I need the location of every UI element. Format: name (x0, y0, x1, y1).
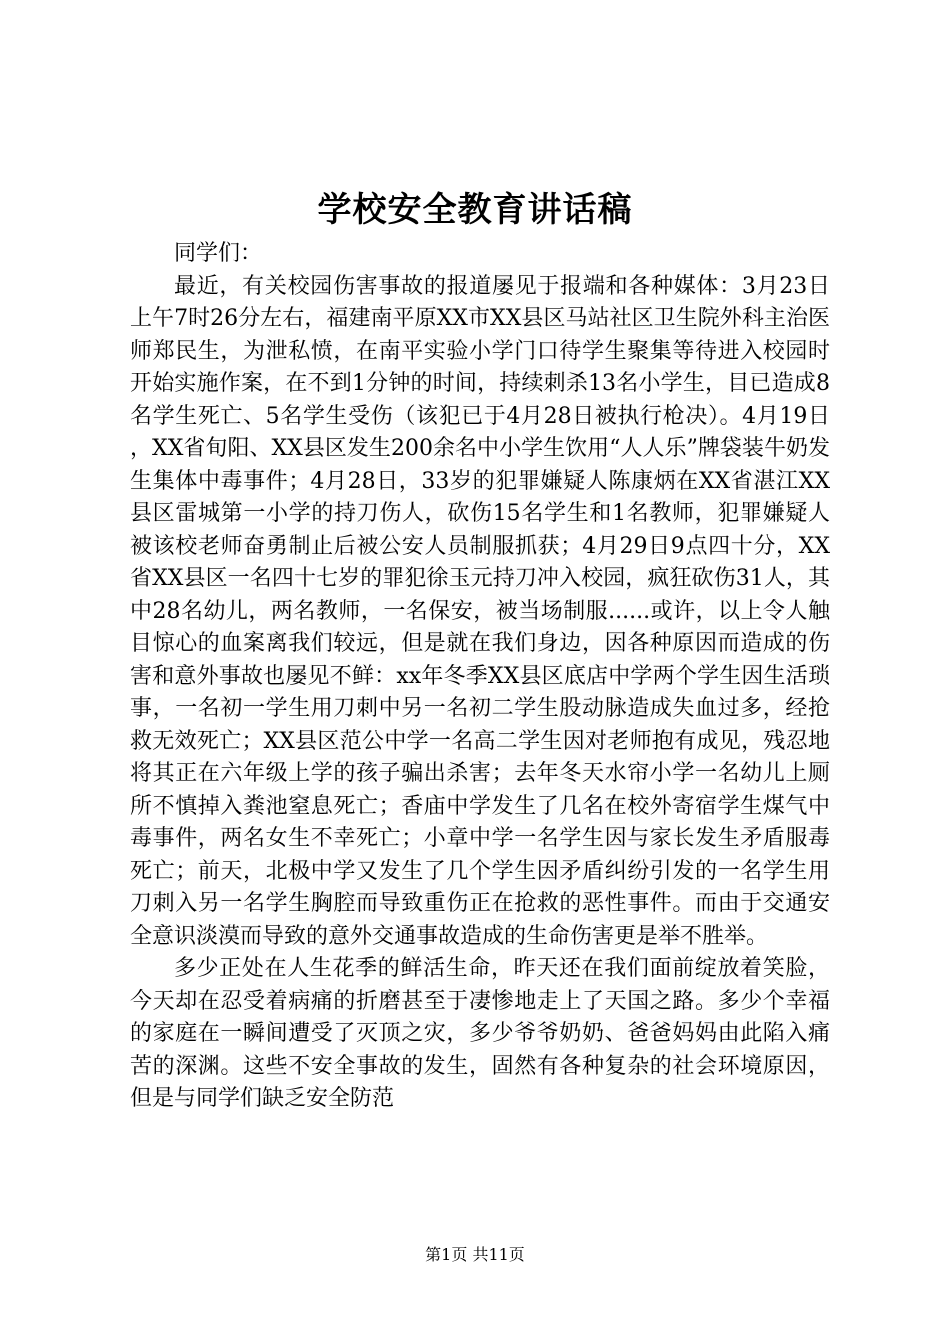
page-footer: 第1页 共11页 (425, 1245, 525, 1264)
greeting-paragraph: 同学们： (174, 241, 263, 266)
body-paragraph-1: 最近，有关校园伤害事故的报道屡见于报端和各种媒体：3月23日上午7时26分左右，福建南平原XX市XX县区马站社区卫生院外科主治医师郑民生，为泄私愤，在南平实验小学门口待学生聚集等待进入校园时开始实施作案，在不到1分钟的时间，持续刺杀13名小学生，目已造成8名学生死亡、5名学生受伤（该犯已于4月28日被执行枪决）。4月19日，XX省旬阳、XX县区发生200余名中小学生饮用“人人乐”牌袋装牛奶发生集体中毒事件；4月28日，33岁的犯罪嫌疑人陈康炳在XX省湛江XX县区雷城第一小学的持刀伤人，砍伤15名学生和1名教师，犯罪嫌疑人被该校老师奋勇制止后被公安人员制服抓获；4月29日9点四十分，XX省XX县区一名四十七岁的罪犯徐玉元持刀冲入校园，疯狂砍伤31人，其中28名幼儿，两名教师，一名保安，被当场制服......或许，以上令人触目惊心的血案离我们较远，但是就在我们身边，因各种原因而造成的伤害和意外事故也屡见不鲜：xx年冬季XX县区底店中学两个学生因生活琐事，一名初一学生用刀刺中另一名初二学生股动脉造成失血过多，经抢救无效死亡；XX县区范公中学一名高二学生因对老师抱有成见，残忍地将其正在六年级上学的孩子骗出杀害；去年冬天水帘小学一名幼儿上厕所不慎掉入粪池窒息死亡；香庙中学发生了几名在校外寄宿学生煤气中毒事件，两名女生不幸死亡；小章中学一名学生因与家长发生矛盾服毒死亡；前天，北极中学又发生了几个学生因矛盾纠纷引发的一名学生用刀刺入另一名学生胸腔而导致重伤正在抢救的恶性事件。而由于交通安全意识淡漠而导致的意外交通事故造成的生命伤害更是举不胜举。 (130, 273, 830, 949)
body-paragraph-2: 多少正处在人生花季的鲜活生命，昨天还在我们面前绽放着笑脸，今天却在忍受着病痛的折磨甚至于凄惨地走上了天国之路。多少个幸福的家庭在一瞬间遭受了灭顶之灾，多少爷爷奶奶、爸爸妈妈由此陷入痛苦的深渊。这些不安全事故的发生，固然有各种复杂的社会环境原因，但是与同学们缺乏安全防范 (130, 956, 830, 1111)
document-body (130, 238, 830, 1116)
document-title: 学校安全教育讲话稿 (317, 190, 633, 230)
